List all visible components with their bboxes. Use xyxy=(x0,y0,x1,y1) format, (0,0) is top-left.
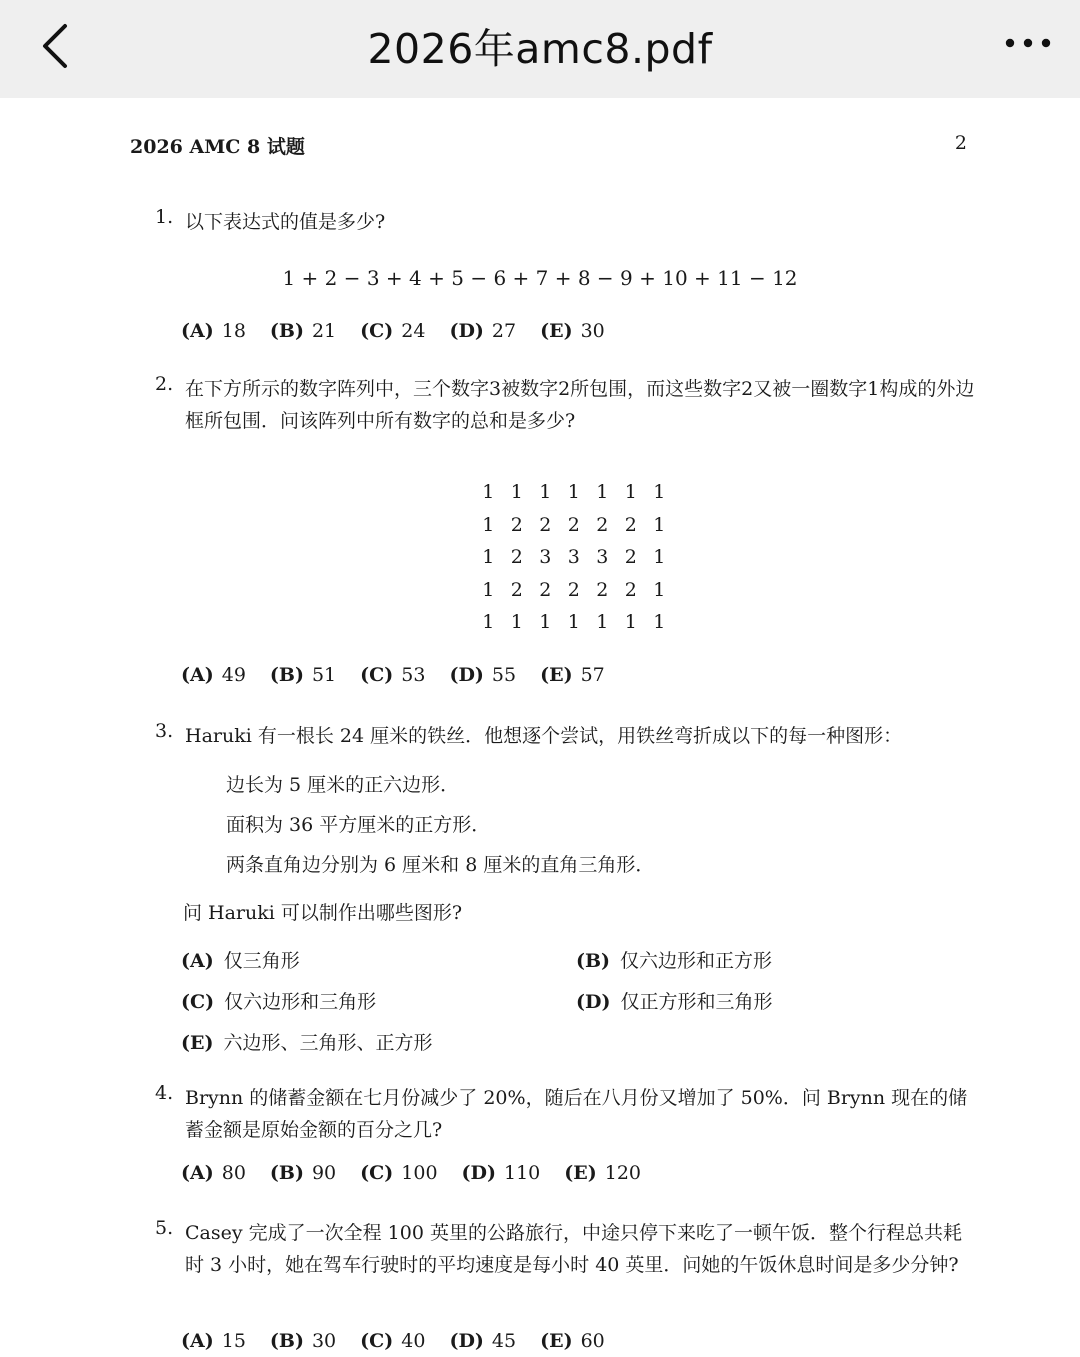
problem-number: 1. xyxy=(155,206,174,228)
problem-number: 3. xyxy=(155,720,174,742)
grid-cell: 2 xyxy=(539,578,552,601)
choice[interactable]: (A) 15 xyxy=(181,1330,246,1352)
problem-number: 5. xyxy=(155,1217,174,1239)
grid-cell: 1 xyxy=(653,578,666,601)
grid-cell: 2 xyxy=(567,578,580,601)
grid-cell: 1 xyxy=(567,481,580,504)
grid-cell: 1 xyxy=(596,481,609,504)
answer-choices-1 xyxy=(181,320,605,342)
grid-cell: 1 xyxy=(539,481,552,504)
page-header-title: 2026 AMC 8 试题 xyxy=(130,136,305,158)
choice[interactable]: (E) 30 xyxy=(540,320,605,342)
grid-cell: 2 xyxy=(624,578,637,601)
pdf-page[interactable] xyxy=(0,98,1080,1357)
grid-row xyxy=(474,574,674,607)
grid-cell: 1 xyxy=(653,513,666,536)
answer-choices-2 xyxy=(181,664,605,686)
choice[interactable]: (B) 30 xyxy=(269,1330,337,1352)
grid-cell: 2 xyxy=(596,578,609,601)
number-grid xyxy=(474,476,674,639)
choice[interactable]: (B) 51 xyxy=(269,664,337,686)
grid-cell: 1 xyxy=(653,546,666,569)
problem-text: Brynn 的储蓄金额在七月份减少了 20%，随后在八月份又增加了 50%．问 Brynn 现在的储蓄金额是原始金额的百分之几? xyxy=(185,1087,968,1141)
grid-cell: 1 xyxy=(653,481,666,504)
document-title: 2026年amc8.pdf xyxy=(367,25,713,73)
choice[interactable]: (C) 100 xyxy=(360,1162,438,1184)
choice[interactable]: (E) 六边形、三角形、正方形 xyxy=(181,1032,433,1054)
choice[interactable]: (E) 60 xyxy=(540,1330,605,1352)
grid-row xyxy=(474,541,674,574)
grid-cell: 1 xyxy=(539,611,552,634)
expression: 1 + 2 − 3 + 4 + 5 − 6 + 7 + 8 − 9 + 10 + 11 − 12 xyxy=(282,266,798,290)
problem-text: 以下表达式的值是多少? xyxy=(185,211,386,233)
choice[interactable]: (C) 53 xyxy=(360,664,426,686)
shape-option: 两条直角边分别为 6 厘米和 8 厘米的直角三角形． xyxy=(226,854,655,876)
choice[interactable]: (E) 120 xyxy=(564,1162,641,1184)
choice[interactable]: (B) 90 xyxy=(269,1162,337,1184)
problem-number: 2. xyxy=(155,373,174,395)
page-number: 2 xyxy=(954,132,967,154)
more-options-button[interactable] xyxy=(1000,20,1056,66)
grid-cell: 2 xyxy=(567,513,580,536)
choice[interactable]: (A) 80 xyxy=(181,1162,246,1184)
choice[interactable]: (A) 18 xyxy=(181,320,246,342)
answer-choices-4 xyxy=(181,1162,641,1184)
problem-text: Casey 完成了一次全程 100 英里的公路旅行，中途只停下来吃了一顿午饭．整个行程总共耗时 3 小时，她在驾车行驶时的平均速度是每小时 40 英里．问她的午饭休息时间是多少分钟? xyxy=(185,1222,962,1276)
grid-cell: 1 xyxy=(482,611,495,634)
grid-cell: 2 xyxy=(624,546,637,569)
more-dots-icon xyxy=(1004,37,1052,49)
choice[interactable]: (B) 21 xyxy=(269,320,337,342)
choice[interactable]: (C) 24 xyxy=(360,320,426,342)
grid-row xyxy=(474,606,674,639)
choice[interactable]: (D) 45 xyxy=(449,1330,517,1352)
grid-cell: 1 xyxy=(624,481,637,504)
choice[interactable]: (D) 110 xyxy=(461,1162,541,1184)
grid-cell: 1 xyxy=(482,481,495,504)
choice[interactable]: (B) 仅六边形和正方形 xyxy=(576,950,773,972)
choice[interactable]: (A) 49 xyxy=(181,664,246,686)
problem-text: Haruki 有一根长 24 厘米的铁丝．他想逐个尝试，用铁丝弯折成以下的每一种图形： xyxy=(185,725,903,747)
problem-3-question: 问 Haruki 可以制作出哪些图形? xyxy=(183,902,463,924)
choice[interactable]: (E) 57 xyxy=(540,664,605,686)
grid-cell: 1 xyxy=(482,513,495,536)
answer-choices-5 xyxy=(181,1330,605,1352)
grid-cell: 1 xyxy=(567,611,580,634)
grid-cell: 2 xyxy=(596,513,609,536)
grid-cell: 3 xyxy=(567,546,580,569)
problem-text: 在下方所示的数字阵列中，三个数字3被数字2所包围，而这些数字2又被一圈数字1构成的外边框所包围．问该阵列中所有数字的总和是多少? xyxy=(185,378,975,432)
choice[interactable]: (D) 27 xyxy=(449,320,517,342)
grid-row xyxy=(474,476,674,509)
grid-row xyxy=(474,509,674,542)
choice[interactable]: (D) 55 xyxy=(449,664,517,686)
grid-cell: 3 xyxy=(596,546,609,569)
shape-option: 面积为 36 平方厘米的正方形． xyxy=(226,814,491,836)
grid-cell: 1 xyxy=(482,546,495,569)
grid-cell: 1 xyxy=(596,611,609,634)
grid-cell: 1 xyxy=(510,481,523,504)
choice[interactable]: (C) 仅六边形和三角形 xyxy=(181,991,377,1013)
grid-cell: 2 xyxy=(510,546,523,569)
choice[interactable]: (C) 40 xyxy=(360,1330,426,1352)
grid-cell: 2 xyxy=(510,513,523,536)
choice[interactable]: (A) 仅三角形 xyxy=(181,950,300,972)
choice[interactable]: (D) 仅正方形和三角形 xyxy=(576,991,773,1013)
grid-cell: 1 xyxy=(482,578,495,601)
grid-cell: 1 xyxy=(510,611,523,634)
grid-cell: 3 xyxy=(539,546,552,569)
grid-cell: 1 xyxy=(624,611,637,634)
grid-cell: 2 xyxy=(624,513,637,536)
shape-option: 边长为 5 厘米的正六边形． xyxy=(226,774,460,796)
problem-number: 4. xyxy=(155,1082,174,1104)
grid-cell: 2 xyxy=(510,578,523,601)
top-bar xyxy=(0,0,1080,98)
grid-cell: 2 xyxy=(539,513,552,536)
grid-cell: 1 xyxy=(653,611,666,634)
